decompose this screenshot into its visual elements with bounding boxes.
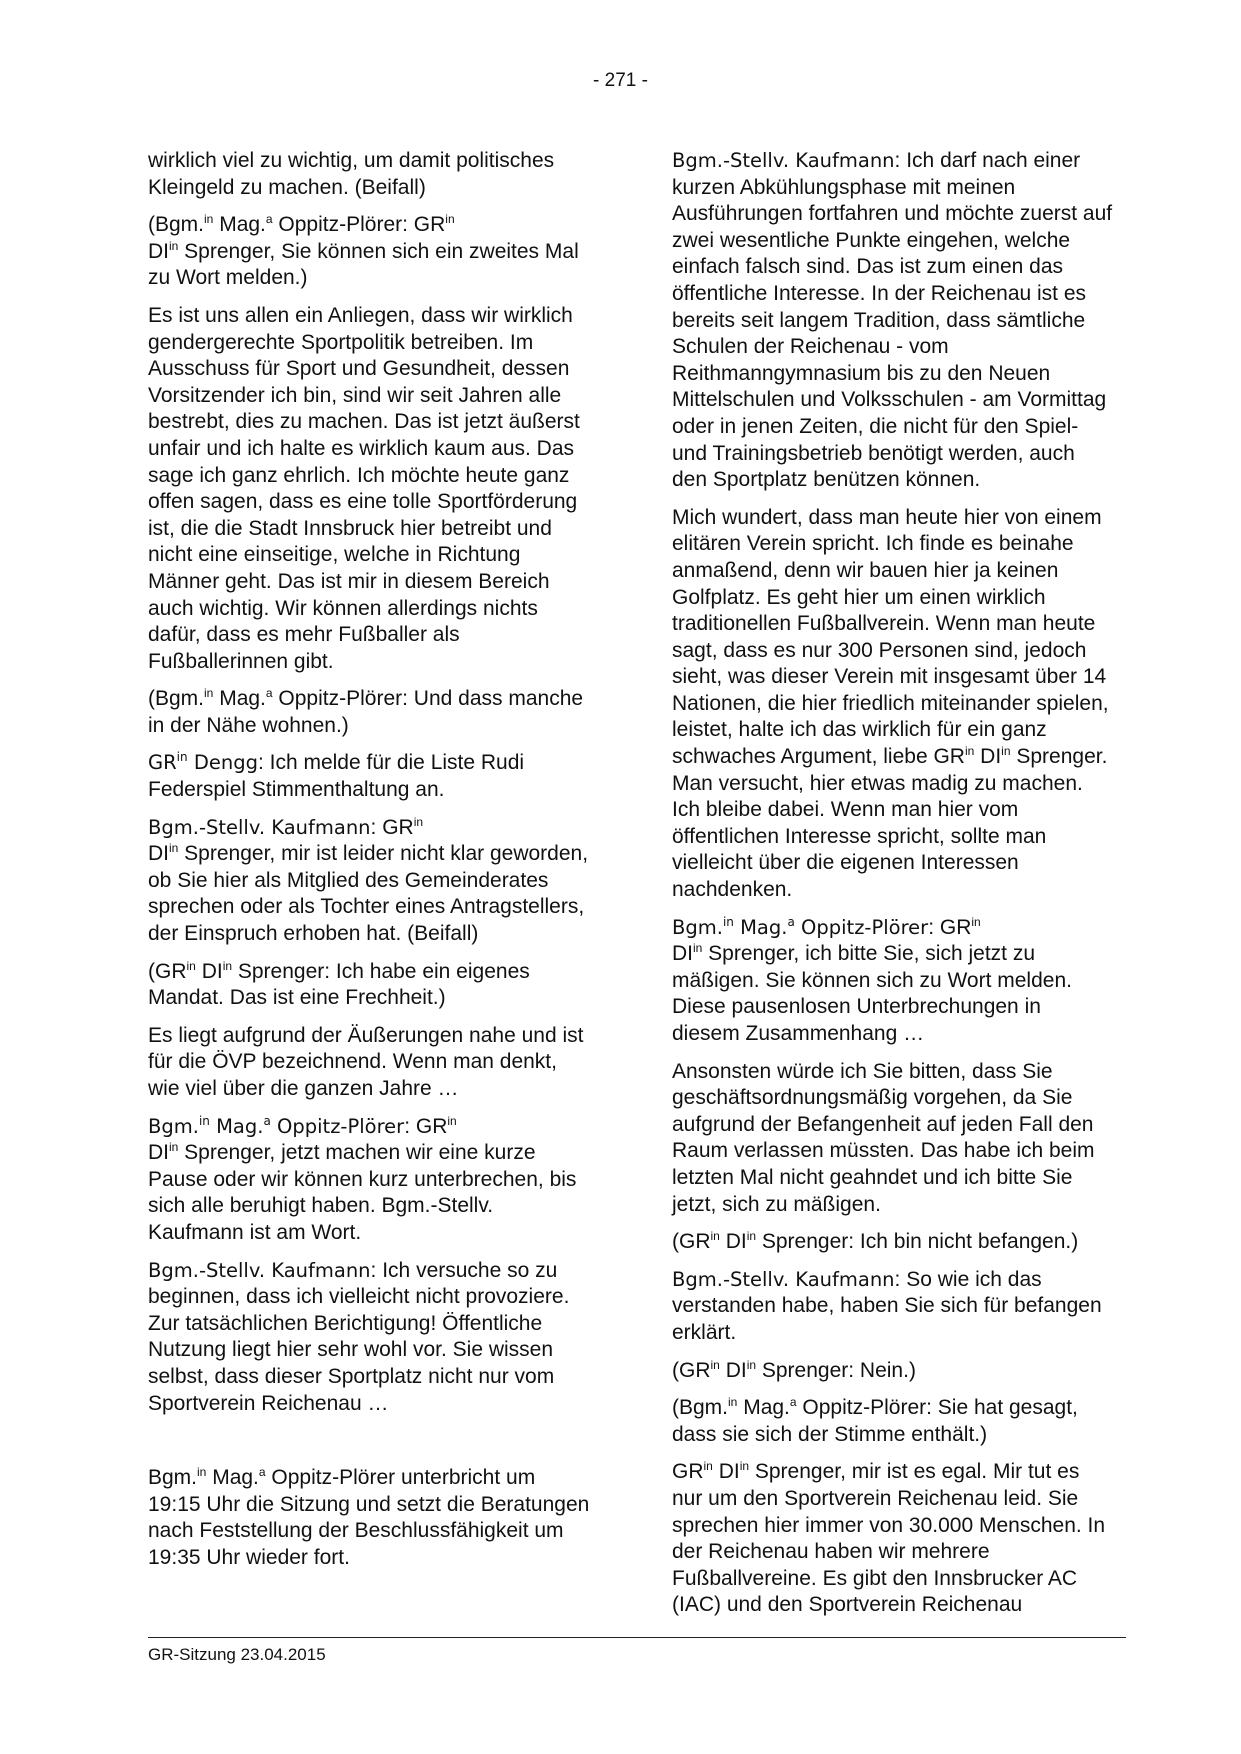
speaker-name: Bgm.-Stellv. Kaufmann	[672, 149, 895, 172]
speech: Bgm.$^{in}$ Mag.$^a$ Oppitz-Plörer: $GR^{in}$ $DI^{in}$ Sprenger, jetzt machen wir eine kurze Pause oder wir können kurz unterbrechen, bis sich alle beruhigt haben. Bgm.-Stellv. Kaufmann ist am Wort.	[148, 1113, 577, 1244]
speaker-name: Bgm.-Stellv. Kaufmann	[148, 1258, 371, 1282]
speaker-name: Bgm.$^{in}$ Mag.$^a$ Oppitz-Plörer	[672, 914, 929, 939]
paragraph: Es liegt aufgrund der Äußerungen nahe und ist für die ÖVP bezeichnend. Wenn man denkt, wie viel über die ganzen Jahre …	[148, 1023, 584, 1100]
speaker-name: Bgm.-Stellv. Kaufmann	[148, 815, 371, 839]
right-column	[672, 148, 1114, 1630]
page-number: - 271 -	[593, 70, 648, 91]
speech: Bgm.-Stellv. Kaufmann: Ich darf nach einer kurzen Abkühlungsphase mit meinen Ausführungen fortfahren und möchte zuerst auf zwei wesentliche Punkte eingehen, welche einfach falsch sind. Das ist zum einen das öffentliche Interesse. In der Reichenau ist es bereits seit langem Tradition, dass sämtliche Schulen der Reichenau - vom Reithmanngymnasium bis zu den Neuen Mittelschulen und Volksschulen - am Vormittag oder in jenen Zeiten, die nicht für den Spiel- und Trainingsbetrieb benötigt werden, auch den Sportplatz benützen können.	[672, 149, 1113, 492]
procedural-note: Bgm.$^{in}$ Mag.$^a$ Oppitz-Plörer unterbricht um 19:15 Uhr die Sitzung und setzt die Beratungen nach Feststellung der Beschlussfähigkeit um 19:35 Uhr wieder fort.	[148, 1465, 590, 1569]
speech: Bgm.-Stellv. Kaufmann: Ich versuche so zu beginnen, dass ich vielleicht nicht provoziere. Zur tatsächlichen Berichtigung! Öffentliche Nutzung liegt hier sehr wohl vor. Sie wissen selbst, dass dieser Sportplatz nicht nur vom Sportverein Reichenau …	[148, 1258, 570, 1415]
interjection: ($GR^{in}$ $DI^{in}$ Sprenger: Nein.)	[672, 1357, 916, 1382]
speech: $GR^{in}$ $DI^{in}$ Sprenger, mir ist es egal. Mir tut es nur um den Sportverein Reichenau leid. Sie sprechen hier immer von 30.000 Menschen. In der Reichenau haben wir mehrere Fußballvereine. Es gibt den Innsbrucker AC (IAC) und den Sportverein Reichenau	[672, 1459, 1106, 1617]
speaker-bgm: Bgm.$^{in}$ Mag.$^a$ Oppitz-Plörer	[155, 212, 403, 237]
interjection: ($GR^{in}$ $DI^{in}$ Sprenger: Ich habe ein eigenes Mandat. Das ist eine Frechheit.)	[148, 958, 530, 1010]
speaker-name: Bgm.-Stellv. Kaufmann	[672, 1267, 895, 1291]
speaker-name: $GR^{in}$ Dengg	[148, 750, 258, 775]
footer-divider	[148, 1637, 1126, 1638]
speech: Bgm.$^{in}$ Mag.$^a$ Oppitz-Plörer: $GR^{in}$ $DI^{in}$ Sprenger, ich bitte Sie, sich jetzt zu mäßigen. Sie können sich zu Wort melden. Diese pausenlosen Unterbrechungen in diesem Zusammenhang …	[672, 914, 1072, 1045]
speaker-name: Bgm.$^{in}$ Mag.$^a$ Oppitz-Plörer	[148, 1113, 405, 1138]
speech: Bgm.-Stellv. Kaufmann: $GR^{in}$ $DI^{in}$ Sprenger, mir ist leider nicht klar geworden, ob Sie hier als Mitglied des Gemeinderates sprechen oder als Tochter eines Antragstellers, der Einspruch erhoben hat. (Beifall)	[148, 814, 589, 946]
speech: $GR^{in}$ Dengg: Ich melde für die Liste Rudi Federspiel Stimmenthaltung an.	[148, 750, 525, 802]
interjection: (Bgm.$^{in}$ Mag.$^a$ Oppitz-Plörer: Und dass manche in der Nähe wohnen.)	[148, 686, 584, 737]
paragraph: Es ist uns allen ein Anliegen, dass wir wirklich gendergerechte Sportpolitik betreiben. Im Ausschuss für Sport und Gesundheit, dessen Vorsitzender ich bin, sind wir seit Jahren alle bestrebt, dies zu machen. Das ist jetzt äußerst unfair und ich halte es wirklich kaum aus. Das sage ich ganz ehrlich. Ich möchte heute ganz offen sagen, dass es eine tolle Sportförderung ist, die die Stadt Innsbruck hier betreibt und nicht eine einseitige, welche in Richtung Männer geht. Das ist mir in diesem Bereich auch wichtig. Wir können allerdings nichts dafür, dass es mehr Fußballer als Fußballerinnen gibt.	[148, 303, 580, 673]
footer-session-date: GR-Sitzung 23.04.2015	[148, 1645, 326, 1664]
left-column	[148, 148, 590, 1583]
paragraph: Mich wundert, dass man heute hier von einem elitären Verein spricht. Ich finde es beinahe anmaßend, denn wir bauen hier ja keinen Golfplatz. Es geht hier um einen wirklich traditionellen Fußballverein. Wenn man heute sagt, dass es nur 300 Personen sind, jedoch sieht, was dieser Verein mit insgesamt über 14 Nationen, die hier friedlich miteinander spielen, leistet, halte ich das wirklich für ein ganz schwaches Argument, liebe $GR^{in}$ $DI^{in}$ Sprenger. Man versucht, hier etwas madig zu machen. Ich bleibe dabei. Wenn man hier vom öffentlichen Interesse spricht, sollte man vielleicht über die eigenen Interessen nachdenken.	[672, 505, 1109, 902]
paragraph: Ansonsten würde ich Sie bitten, dass Sie geschäftsordnungsmäßig vorgehen, da Sie aufgrund der Befangenheit auf jeden Fall den Raum verlassen müssten. Das habe ich beim letzten Mal nicht geahndet und ich bitte Sie jetzt, sich zu mäßigen.	[672, 1059, 1095, 1216]
speech: Bgm.-Stellv. Kaufmann: So wie ich das verstanden habe, haben Sie sich für befangen erklärt.	[672, 1267, 1102, 1344]
interjection: ($GR^{in}$ $DI^{in}$ Sprenger: Ich bin nicht befangen.)	[672, 1229, 1079, 1254]
interjection: (Bgm.$^{in}$ Mag.$^a$ Oppitz-Plörer: Sie hat gesagt, dass sie sich der Stimme enthält.)	[672, 1395, 1078, 1446]
interjection: (Bgm.$^{in}$ Mag.$^a$ Oppitz-Plörer: $GR^{in}$ $DI^{in}$ Sprenger, Sie können sich ein zweites Mal zu Wort melden.)	[148, 212, 579, 290]
paragraph: wirklich viel zu wichtig, um damit politisches Kleingeld zu machen. (Beifall)	[148, 149, 555, 199]
